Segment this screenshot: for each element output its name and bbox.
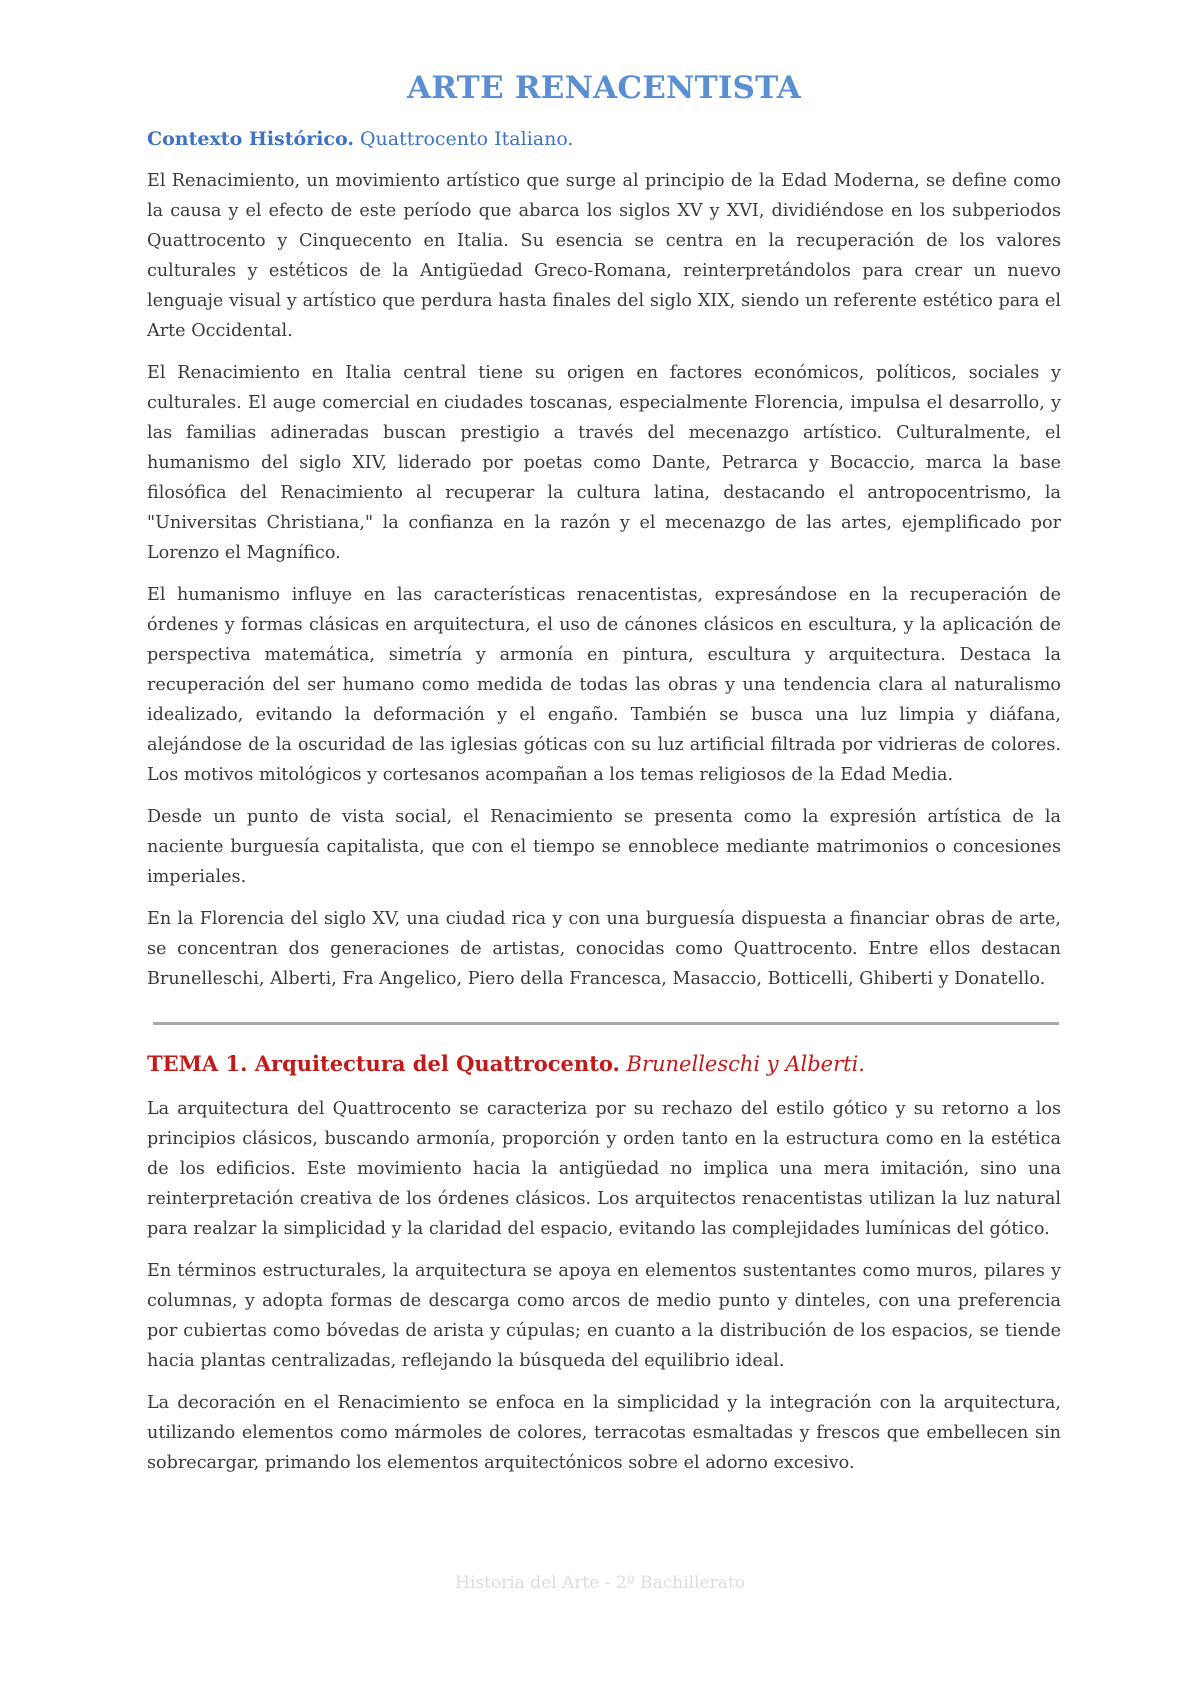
context-paragraph: El humanismo influye en las características renacentistas, expresándose en la recuperación de órdenes y formas clásicas en arquitectura, el uso de cánones clásicos en escultura, y la aplicación de perspectiva matemática, simetría y armonía en pintura, escultura y arquitectura. Destaca la recuperación del ser humano como medida de todas las obras y una tendencia clara al naturalismo idealizado, evitando la deformación y el engaño. También se busca una luz limpia y diáfana, alejándose de la oscuridad de las iglesias góticas con su luz artificial filtrada por vidrieras de colores. Los motivos mitológicos y cortesanos acompañan a los temas religiosos de la Edad Media. (147, 585, 1061, 785)
context-paragraph: En la Florencia del siglo XV, una ciudad rica y con una burguesía dispuesta a financiar obras de arte, se concentran dos generaciones de artistas, conocidas como Quattrocento. Entre ellos destacan Brunelleschi, Alberti, Fra Angelico, Piero della Francesca, Masaccio, Botticelli, Ghiberti y Donatello. (147, 909, 1061, 989)
context-heading-strong: Contexto Histórico. (147, 128, 354, 150)
tema-paragraph: La decoración en el Renacimiento se enfoca en la simplicidad y la integración con la arquitectura, utilizando elementos como mármoles de colores, terracotas esmaltadas y frescos que embellecen sin sobrecargar, primando los elementos arquitectónicos sobre el adorno excesivo. (147, 1393, 1061, 1473)
context-paragraph: El Renacimiento, un movimiento artístico que surge al principio de la Edad Moderna, se define como la causa y el efecto de este período que abarca los siglos XV y XVI, dividiéndose en los subperiodos Quattrocento y Cinquecento en Italia. Su esencia se centra en la recuperación de los valores culturales y estéticos de la Antigüedad Greco-Romana, reinterpretándolos para crear un nuevo lenguaje visual y artístico que perdura hasta finales del siglo XIX, siendo un referente estético para el Arte Occidental. (147, 171, 1061, 341)
tema-heading (147, 1051, 1061, 1076)
context-heading (147, 128, 1061, 150)
context-paragraph: El Renacimiento en Italia central tiene su origen en factores económicos, políticos, sociales y culturales. El auge comercial en ciudades toscanas, especialmente Florencia, impulsa el desarrollo, y las familias adineradas buscan prestigio a través del mecenazgo artístico. Culturalmente, el humanismo del siglo XIV, liderado por poetas como Dante, Petrarca y Bocaccio, marca la base filosófica del Renacimiento al recuperar la cultura latina, destacando el antropocentrismo, la "Universitas Christiana," la confianza en la razón y el mecenazgo de las artes, ejemplificado por Lorenzo el Magnífico. (147, 363, 1061, 563)
context-paragraph: Desde un punto de vista social, el Renacimiento se presenta como la expresión artística de la naciente burguesía capitalista, que con el tiempo se ennoblece mediante matrimonios o concesiones imperiales. (147, 807, 1061, 887)
tema-heading-italic: Brunelleschi y Alberti. (626, 1052, 865, 1076)
document-page (147, 70, 1061, 1490)
section-divider (153, 1022, 1059, 1025)
tema-paragraph: La arquitectura del Quattrocento se caracteriza por su rechazo del estilo gótico y su retorno a los principios clásicos, buscando armonía, proporción y orden tanto en la estructura como en la estética de los edificios. Este movimiento hacia la antigüedad no implica una mera imitación, sino una reinterpretación creativa de los órdenes clásicos. Los arquitectos renacentistas utilizan la luz natural para realzar la simplicidad y la claridad del espacio, evitando las complejidades lumínicas del gótico. (147, 1099, 1061, 1239)
context-heading-light: Quattrocento Italiano. (353, 128, 574, 150)
tema-heading-strong: TEMA 1. Arquitectura del Quattrocento. (147, 1051, 620, 1076)
document-title: ARTE RENACENTISTA (407, 70, 801, 106)
page-footer: Historia del Arte - 2º Bachillerato (455, 1573, 745, 1593)
tema-paragraph: En términos estructurales, la arquitectura se apoya en elementos sustentantes como muros, pilares y columnas, y adopta formas de descarga como arcos de medio punto y dinteles, con una preferencia por cubiertas como bóvedas de arista y cúpulas; en cuanto a la distribución de los espacios, se tiende hacia plantas centralizadas, reflejando la búsqueda del equilibrio ideal. (147, 1261, 1061, 1371)
